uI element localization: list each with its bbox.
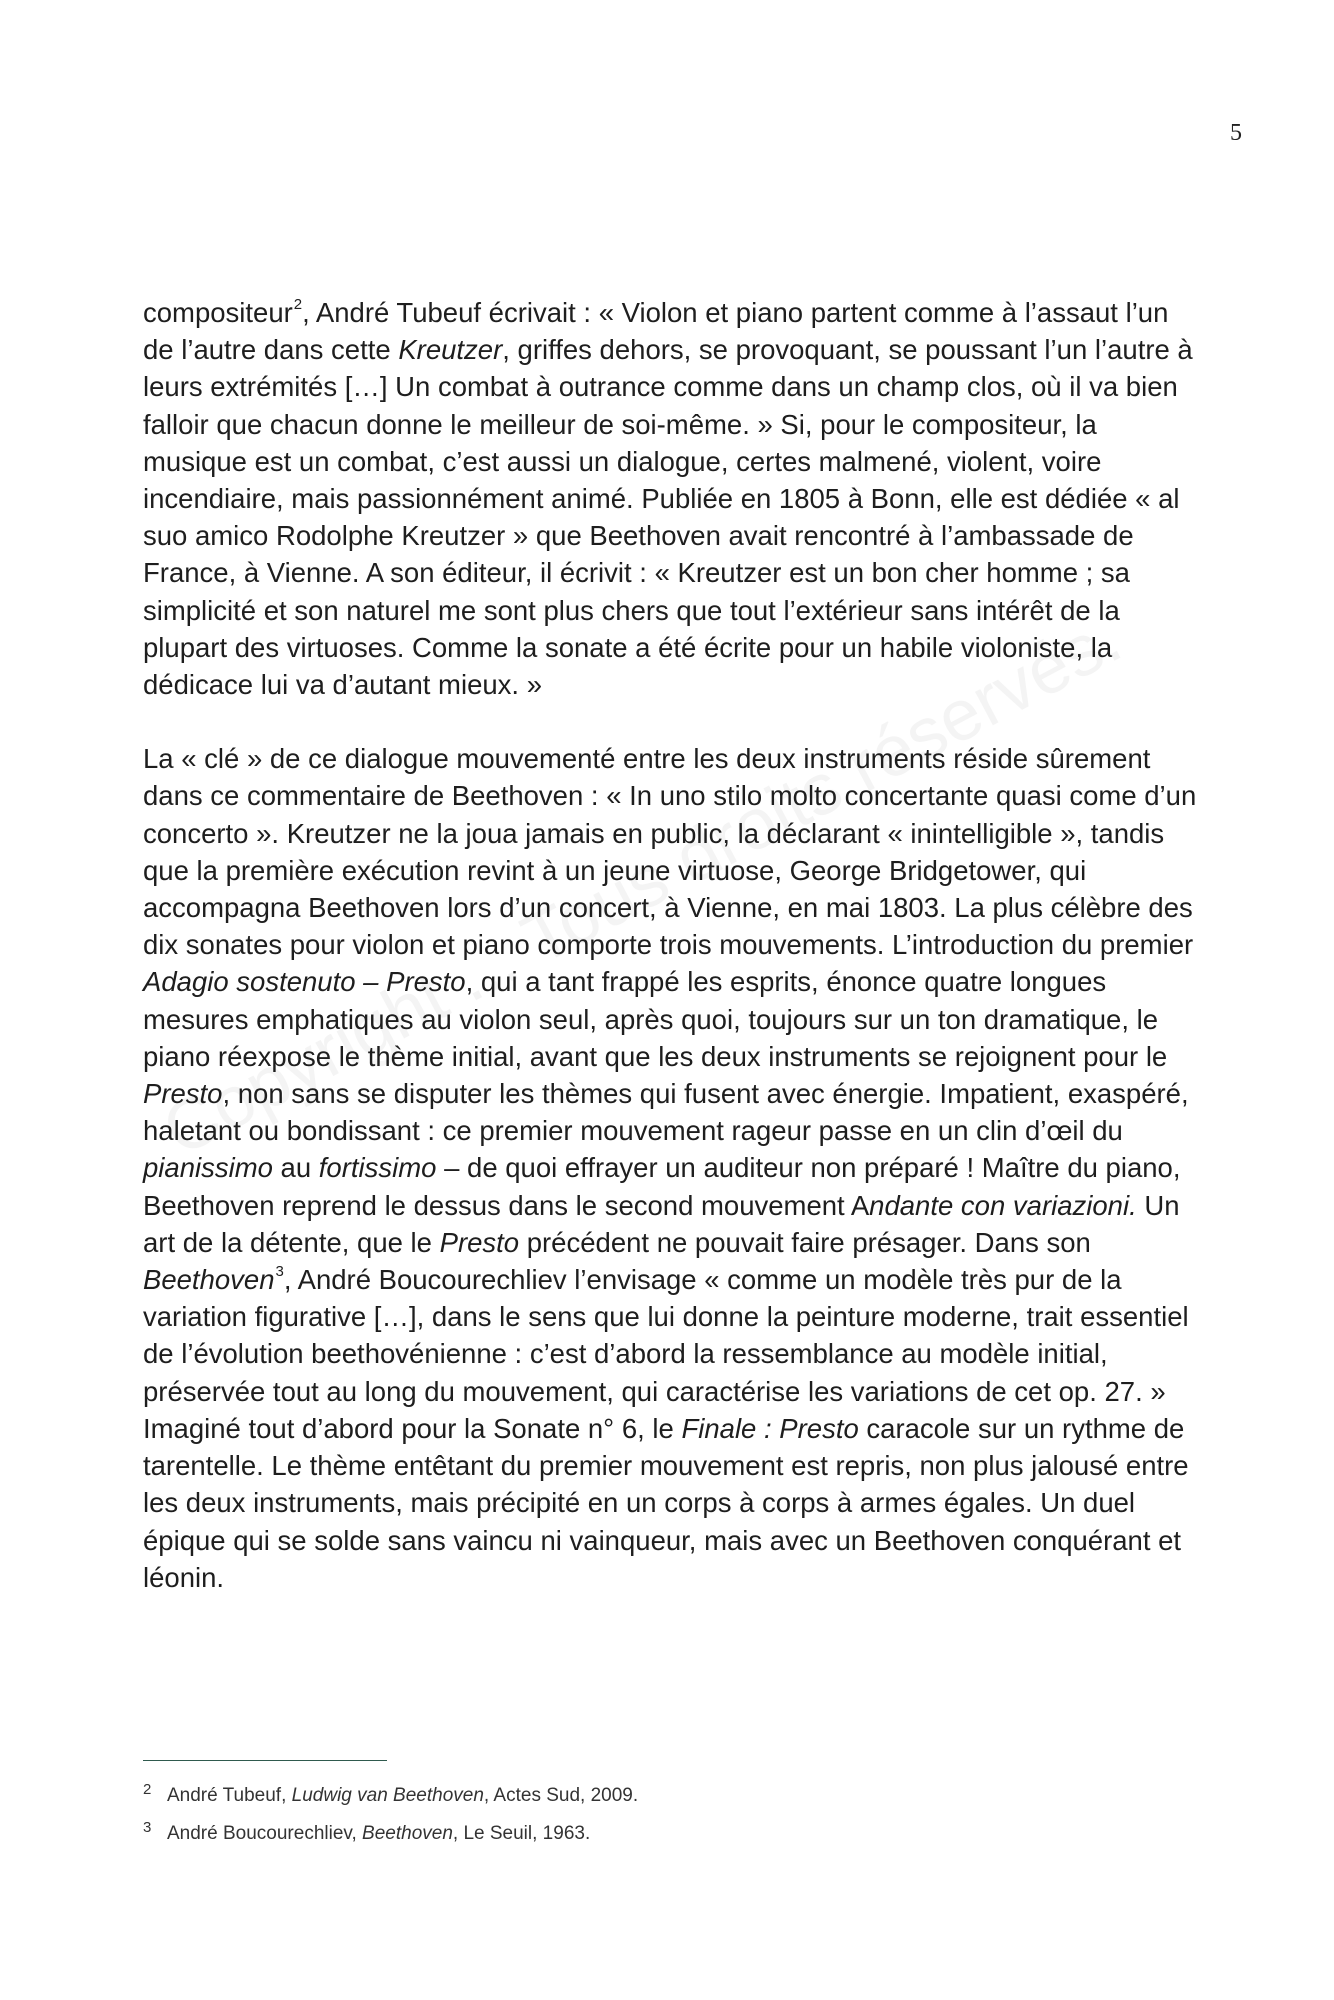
italic-span: pianissimo bbox=[143, 1152, 273, 1184]
italic-span: Adagio sostenuto – Presto bbox=[143, 966, 466, 998]
italic-span: Beethoven bbox=[143, 1264, 275, 1296]
footnote-text: André Boucourechliev, bbox=[167, 1823, 363, 1844]
footnote-text: André Tubeuf, bbox=[167, 1785, 292, 1806]
text-span: caracole sur un rythme de tarentelle. Le thème entêtant du premier mouvement est repris, non plus jalousé entre les deux instruments, mais précipité en un corps à corps à armes égales. Un duel épique qui se solde sans vaincu ni vainqueur, mais avec un Beethoven conquérant et léonin. bbox=[143, 1412, 1189, 1593]
italic-span: Kreutzer bbox=[398, 334, 503, 366]
italic-span: ndante con variazioni. bbox=[869, 1189, 1137, 1221]
footnote-text: , Le Seuil, 1963. bbox=[452, 1823, 591, 1844]
text-span: compositeur bbox=[143, 297, 293, 328]
text-span: , André Boucourechliev l’envisage « comme un modèle très pur de la variation figurative […], dans le sens que lui donne la peinture moderne, trait essentiel de l’évolution beethovénienne : c’est d’abord la ressemblance au modèle initial, préservée tout au long du mouvement, qui caractérise les variations de cet op. 27. » Imaginé tout d’abord pour la Sonate n° 6, le bbox=[143, 1264, 1189, 1444]
footnote-number: 3 bbox=[143, 1819, 152, 1836]
footnote-2 bbox=[143, 1777, 1203, 1815]
text-span: au bbox=[272, 1152, 319, 1184]
text-span: précédent ne pouvait faire présager. Dans son bbox=[519, 1226, 1091, 1258]
footnote-text: , Actes Sud, 2009. bbox=[483, 1785, 639, 1806]
paragraph-2 bbox=[143, 740, 1203, 1596]
text-span: – de quoi effrayer un auditeur non préparé ! Maître du piano, Beethoven reprend le dessus dans le second mouvement A bbox=[143, 1152, 1181, 1221]
footnote-title: Beethoven bbox=[362, 1823, 453, 1844]
text-span: , André Tubeuf écrivait : « Violon et piano partent comme à l’assaut l’un de l’autre dans cette bbox=[143, 297, 1169, 366]
footnote-ref-3[interactable]: 3 bbox=[275, 1263, 284, 1281]
italic-span: Finale : Presto bbox=[681, 1412, 859, 1444]
footnote-3 bbox=[143, 1815, 1203, 1853]
body-text bbox=[143, 294, 1203, 1596]
text-span: Un art de la détente, que le bbox=[143, 1189, 1180, 1258]
paragraph-1 bbox=[143, 294, 1203, 703]
italic-span: fortissimo bbox=[318, 1152, 437, 1184]
page-number: 5 bbox=[1230, 120, 1242, 146]
text-span: , qui a tant frappé les esprits, énonce quatre longues mesures emphatiques au violon seul, après quoi, toujours sur un ton dramatique, le piano réexpose le thème initial, avant que les deux instruments se rejoignent pour le bbox=[143, 966, 1168, 1072]
text-span: , non sans se disputer les thèmes qui fusent avec énergie. Impatient, exaspéré, haletant ou bondissant : ce premier mouvement rageur passe en un clin d’œil du bbox=[143, 1078, 1189, 1147]
italic-span: Presto bbox=[143, 1078, 223, 1110]
footnote-title: Ludwig van Beethoven bbox=[291, 1785, 484, 1806]
footnote-ref-2[interactable]: 2 bbox=[293, 296, 303, 313]
paragraph-gap bbox=[143, 703, 1203, 740]
italic-span: Presto bbox=[439, 1226, 520, 1258]
footnote-number: 2 bbox=[143, 1781, 152, 1798]
text-span: La « clé » de ce dialogue mouvementé entre les deux instruments réside sûrement dans ce commentaire de Beethoven : « In uno stilo molto concertante quasi come d’un concerto ». Kreutzer ne la joua jamais en public, la déclarant « inintelligible », tandis que la première exécution revint à un jeune virtuose, George Bridgetower, qui accompagna Beethoven lors d’un concert, à Vienne, en mai 1803. La plus célèbre des dix sonates pour violon et piano comporte trois mouvements. L’introduction du premier bbox=[143, 743, 1197, 961]
footnotes bbox=[143, 1777, 1203, 1853]
text-span: , griffes dehors, se provoquant, se poussant l’un l’autre à leurs extrémités […] Un combat à outrance comme dans un champ clos, où il va bien falloir que chacun donne le meilleur de soi-même. » Si, pour le compositeur, la musique est un combat, c’est aussi un dialogue, certes malmené, violent, voire incendiaire, mais passionnément animé. Publiée en 1805 à Bonn, elle est dédiée « al suo amico Rodolphe Kreutzer » que Beethoven avait rencontré à l’ambassade de France, à Vienne. A son éditeur, il écrivit : « Kreutzer est un bon cher homme ; sa simplicité et son naturel me sont plus chers que tout l’extérieur sans intérêt de la plupart des virtuoses. Comme la sonate a été écrite pour un habile violoniste, la dédicace lui va d’autant mieux. » bbox=[143, 334, 1193, 701]
footnote-divider bbox=[143, 1760, 387, 1761]
